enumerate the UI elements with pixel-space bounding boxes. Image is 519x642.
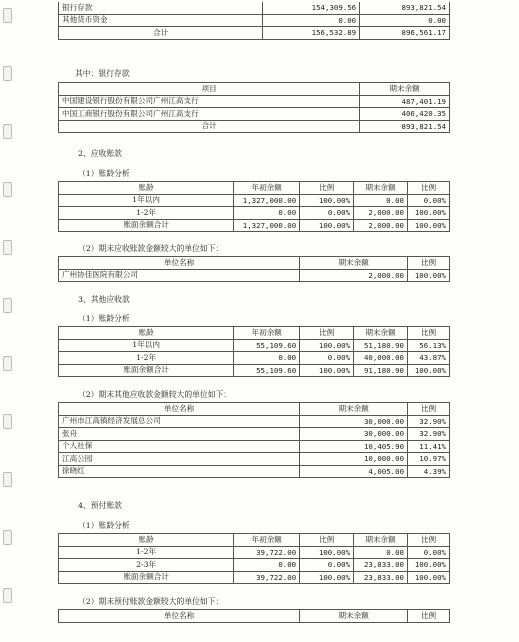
receivables-large-table — [58, 256, 450, 282]
table-header-row — [59, 257, 450, 270]
cell: 合计 — [59, 120, 360, 133]
cell: 张舟 — [59, 428, 300, 441]
column-header: 期末余额 — [300, 403, 408, 416]
table-row — [59, 27, 450, 40]
subsection-title: （2）期末其他应收款金额较大的单位如下： — [78, 390, 232, 399]
column-header: 期末余额 — [354, 534, 408, 547]
cell: 39,722.00 — [234, 546, 300, 559]
column-header: 单位名称 — [59, 610, 300, 623]
cell: 广州市江高镇经济发展总公司 — [59, 415, 300, 428]
cell: 11.41% — [408, 440, 450, 453]
cell: 39,722.00 — [234, 571, 300, 584]
cell: 0.00% — [408, 546, 450, 559]
column-header: 项目 — [59, 83, 360, 96]
cell: 1,327,000.00 — [234, 194, 300, 207]
column-header: 期末余额 — [300, 257, 408, 270]
table-row — [59, 14, 450, 27]
cell: 30,000.00 — [300, 415, 408, 428]
table-row — [59, 194, 450, 207]
bank-heading: 其中：银行存款 — [75, 69, 130, 78]
receivables-aging-table — [58, 181, 450, 232]
cell: 91,180.90 — [354, 364, 408, 377]
cell: 55,109.60 — [234, 339, 300, 352]
table-row — [59, 465, 450, 478]
cell: 32.90% — [408, 415, 450, 428]
cell: 100.00% — [408, 269, 450, 282]
column-header: 比例 — [300, 182, 354, 195]
cell: 487,401.19 — [360, 95, 450, 108]
prepayments-large-table — [58, 609, 450, 623]
subsection-title: （1）账龄分析 — [78, 169, 130, 178]
cell: 2,000.00 — [354, 207, 408, 220]
cell: 156,532.89 — [263, 27, 360, 40]
table-row — [59, 352, 450, 365]
table-row — [59, 95, 450, 108]
section-title: 3、其他应收款 — [78, 295, 130, 304]
cell: 893,821.54 — [360, 120, 450, 133]
column-header: 年初余额 — [234, 327, 300, 340]
column-header: 比例 — [408, 534, 450, 547]
cell: 4,005.00 — [300, 465, 408, 478]
cell: 23,833.00 — [354, 559, 408, 572]
subsection-title: （2）期末应收账款金额较大的单位如下： — [78, 244, 224, 253]
column-header: 年初余额 — [234, 182, 300, 195]
table-header-row — [59, 83, 450, 96]
cell: 0.00% — [300, 207, 354, 220]
cell: 100.00% — [300, 339, 354, 352]
table-header-row — [59, 403, 450, 416]
cell: 893,821.54 — [360, 2, 450, 14]
column-header: 比例 — [407, 182, 449, 195]
cell: 1年以内 — [59, 339, 234, 352]
column-header: 比例 — [408, 610, 450, 623]
cell: 广州协佳医院有限公司 — [59, 269, 300, 282]
table-row — [59, 219, 450, 232]
cell: 10,405.90 — [300, 440, 408, 453]
column-header: 账龄 — [59, 327, 234, 340]
cell: 账面余额合计 — [59, 219, 234, 232]
cell: 1,327,000.00 — [234, 219, 300, 232]
table-row — [59, 453, 450, 466]
cell: 100.00% — [300, 194, 354, 207]
table-row — [59, 440, 450, 453]
cell: 100.00% — [408, 364, 450, 377]
cell: 0.00 — [354, 194, 408, 207]
prepayments-aging-table — [58, 533, 450, 584]
cell: 55,109.60 — [234, 364, 300, 377]
cell: 1-2年 — [59, 546, 234, 559]
cell: 23,833.00 — [354, 571, 408, 584]
cell: 100.00% — [408, 571, 450, 584]
cell: 100.00% — [300, 546, 354, 559]
table-header-row — [59, 534, 450, 547]
table-row — [59, 546, 450, 559]
cell: 0.00 — [234, 207, 300, 220]
cell: 32.90% — [408, 428, 450, 441]
table-row — [59, 339, 450, 352]
column-header: 期末余额 — [354, 182, 408, 195]
cell: 2,000.00 — [300, 269, 408, 282]
cell: 账面余额合计 — [59, 571, 234, 584]
section-title: 4、预付账款 — [78, 501, 122, 510]
bank-table — [58, 82, 450, 133]
column-header: 比例 — [408, 327, 450, 340]
column-header: 单位名称 — [59, 403, 300, 416]
column-header: 比例 — [408, 403, 450, 416]
cell: 100.00% — [408, 559, 450, 572]
cash-table — [58, 2, 450, 40]
cell: 2-3年 — [59, 559, 234, 572]
column-header: 期末余额 — [300, 610, 408, 623]
cell: 0.00% — [300, 559, 354, 572]
column-header: 年初余额 — [234, 534, 300, 547]
cell: 0.00 — [354, 546, 408, 559]
cell: 1-2年 — [59, 207, 234, 220]
cell: 406,420.35 — [360, 108, 450, 121]
cell: 0.00% — [300, 352, 354, 365]
table-row — [59, 120, 450, 133]
table-header-row — [59, 327, 450, 340]
table-row — [59, 415, 450, 428]
column-header: 比例 — [300, 534, 354, 547]
cell: 0.00 — [234, 352, 300, 365]
column-header: 单位名称 — [59, 257, 300, 270]
other-receivables-large-table — [58, 402, 450, 478]
table-row — [59, 559, 450, 572]
cell: 个人社保 — [59, 440, 300, 453]
cell: 银行存款 — [59, 2, 263, 14]
column-header: 比例 — [408, 257, 450, 270]
table-row — [59, 428, 450, 441]
table-row — [59, 269, 450, 282]
cell: 其他货币资金 — [59, 14, 263, 27]
table-header-row — [59, 610, 450, 623]
cell: 154,309.56 — [263, 2, 360, 14]
column-header: 账龄 — [59, 182, 234, 195]
cell: 100.00% — [300, 219, 354, 232]
cell: 30,000.00 — [300, 428, 408, 441]
cell: 0.00 — [263, 14, 360, 27]
table-header-row — [59, 182, 450, 195]
cell: 中国工商银行股份有限公司广州江高支行 — [59, 108, 360, 121]
cell: 56.13% — [408, 339, 450, 352]
cell: 100.00% — [407, 207, 449, 220]
cell: 2,000.00 — [354, 219, 408, 232]
cell: 10,000.00 — [300, 453, 408, 466]
cell: 100.00% — [407, 219, 449, 232]
cell: 0.00 — [234, 559, 300, 572]
cell: 4.39% — [408, 465, 450, 478]
cell: 中国建设银行股份有限公司广州江高支行 — [59, 95, 360, 108]
cell: 徐晓红 — [59, 465, 300, 478]
subsection-title: （1）账龄分析 — [78, 314, 130, 323]
column-header: 账龄 — [59, 534, 234, 547]
cell: 0.00% — [407, 194, 449, 207]
cell: 51,180.90 — [354, 339, 408, 352]
cell: 896,561.17 — [360, 27, 450, 40]
cell: 0.00 — [360, 14, 450, 27]
cell: 10.97% — [408, 453, 450, 466]
cell: 合计 — [59, 27, 263, 40]
other-receivables-aging-table — [58, 326, 450, 377]
subsection-title: （1）账龄分析 — [78, 521, 130, 530]
table-row — [59, 364, 450, 377]
column-header: 期末余额 — [360, 83, 450, 96]
cell: 43.87% — [408, 352, 450, 365]
cell: 1年以内 — [59, 194, 234, 207]
subsection-title: （2）期末预付账款金额较大的单位如下： — [78, 597, 224, 606]
table-row — [59, 2, 450, 14]
cell: 1-2年 — [59, 352, 234, 365]
column-header: 期末余额 — [354, 327, 408, 340]
table-row — [59, 571, 450, 584]
cell: 100.00% — [300, 571, 354, 584]
section-title: 2、应收账款 — [78, 149, 122, 158]
cell: 100.00% — [300, 364, 354, 377]
table-row — [59, 108, 450, 121]
table-row — [59, 207, 450, 220]
cell: 账面余额合计 — [59, 364, 234, 377]
cell: 40,000.00 — [354, 352, 408, 365]
cell: 江高公园 — [59, 453, 300, 466]
column-header: 比例 — [300, 327, 354, 340]
